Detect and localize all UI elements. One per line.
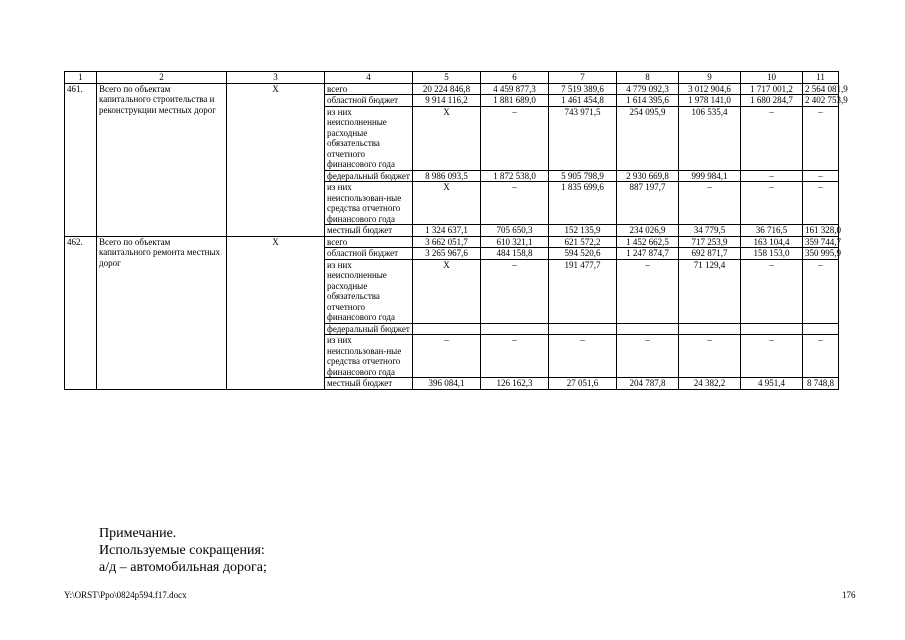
value-cell [803, 323, 839, 335]
value-cell: 1 978 141,0 [679, 95, 741, 107]
value-cell: 191 477,7 [549, 259, 617, 323]
value-cell: – [481, 182, 549, 225]
column-header: 1 [65, 72, 97, 84]
value-cell: 350 995,9 [803, 248, 839, 260]
row-number: 462. [65, 236, 97, 389]
value-cell: 9 914 116,2 [413, 95, 481, 107]
value-cell: – [741, 259, 803, 323]
value-cell: 705 650,3 [481, 225, 549, 237]
value-cell: 158 153,0 [741, 248, 803, 260]
value-cell: – [679, 335, 741, 378]
source-label: федеральный бюджет [325, 323, 413, 335]
value-cell: 396 084,1 [413, 378, 481, 390]
column-header: 2 [97, 72, 227, 84]
value-cell: 163 104,4 [741, 236, 803, 248]
value-cell: 717 253,9 [679, 236, 741, 248]
value-cell: 106 535,4 [679, 106, 741, 170]
value-cell: 126 162,3 [481, 378, 549, 390]
value-cell: 1 872 538,0 [481, 170, 549, 182]
value-cell: 7 519 389,6 [549, 83, 617, 95]
value-cell: 161 328,0 [803, 225, 839, 237]
value-cell: – [741, 182, 803, 225]
value-cell: 1 452 662,5 [617, 236, 679, 248]
budget-table [64, 71, 848, 390]
value-cell: 887 197,7 [617, 182, 679, 225]
source-label: из них неиспользован-ные средства отчетного финансового года [325, 182, 413, 225]
column-header: 8 [617, 72, 679, 84]
file-path: Y:\ORST\Ppo\0824p594.f17.docx [64, 590, 187, 600]
value-cell: 594 520,6 [549, 248, 617, 260]
column-header: 9 [679, 72, 741, 84]
row-number: 461. [65, 83, 97, 236]
value-cell: – [803, 170, 839, 182]
table-row [65, 83, 839, 95]
column-header: 7 [549, 72, 617, 84]
table-header-row [65, 72, 839, 84]
value-cell: 5 905 798,9 [549, 170, 617, 182]
value-cell: 4 779 092,3 [617, 83, 679, 95]
value-cell: 3 012 904,6 [679, 83, 741, 95]
value-cell: 484 158,8 [481, 248, 549, 260]
value-cell: 610 321,1 [481, 236, 549, 248]
source-label: областной бюджет [325, 95, 413, 107]
value-cell: – [617, 335, 679, 378]
value-cell: 2 564 081,9 [803, 83, 839, 95]
value-cell: 8 748,8 [803, 378, 839, 390]
value-cell: – [741, 106, 803, 170]
value-cell: 743 971,5 [549, 106, 617, 170]
source-label: из них неисполненные расходные обязательства отчетного финансового года [325, 106, 413, 170]
source-label: из них неиспользован-ные средства отчетного финансового года [325, 335, 413, 378]
value-cell [413, 323, 481, 335]
column-header: 4 [325, 72, 413, 84]
notes-section [99, 525, 267, 576]
value-cell: 1 717 001,2 [741, 83, 803, 95]
value-cell: Х [413, 259, 481, 323]
value-cell: 999 984,1 [679, 170, 741, 182]
source-label: из них неисполненные расходные обязательства отчетного финансового года [325, 259, 413, 323]
value-cell: 24 382,2 [679, 378, 741, 390]
object-name: Всего по объектам капитального ремонта местных дорог [97, 236, 227, 389]
column-3-value: Х [227, 236, 325, 389]
source-label: местный бюджет [325, 378, 413, 390]
value-cell: 621 572,2 [549, 236, 617, 248]
value-cell: 2 402 753,9 [803, 95, 839, 107]
value-cell [549, 323, 617, 335]
value-cell: 2 930 669,8 [617, 170, 679, 182]
value-cell: 692 871,7 [679, 248, 741, 260]
value-cell: 254 095,9 [617, 106, 679, 170]
value-cell: 1 680 284,7 [741, 95, 803, 107]
value-cell: 1 324 637,1 [413, 225, 481, 237]
value-cell [481, 323, 549, 335]
value-cell: – [481, 106, 549, 170]
value-cell: 1 835 699,6 [549, 182, 617, 225]
value-cell: 34 779,5 [679, 225, 741, 237]
value-cell: 234 026,9 [617, 225, 679, 237]
column-header: 6 [481, 72, 549, 84]
value-cell: – [741, 170, 803, 182]
column-header: 5 [413, 72, 481, 84]
table-row [65, 236, 839, 248]
value-cell: 204 787,8 [617, 378, 679, 390]
value-cell: 152 135,9 [549, 225, 617, 237]
value-cell: Х [413, 182, 481, 225]
value-cell: 3 662 051,7 [413, 236, 481, 248]
abbreviation-item: а/д – автомобильная дорога; [99, 560, 267, 575]
value-cell: – [413, 335, 481, 378]
value-cell [741, 323, 803, 335]
value-cell [679, 323, 741, 335]
value-cell: 4 459 877,3 [481, 83, 549, 95]
abbreviations-heading: Используемые сокращения: [99, 543, 265, 558]
column-3-value: Х [227, 83, 325, 236]
value-cell: 4 951,4 [741, 378, 803, 390]
column-header: 3 [227, 72, 325, 84]
value-cell: 36 716,5 [741, 225, 803, 237]
value-cell: 1 247 874,7 [617, 248, 679, 260]
value-cell: 27 051,6 [549, 378, 617, 390]
value-cell: 71 129,4 [679, 259, 741, 323]
value-cell: – [741, 335, 803, 378]
value-cell: Х [413, 106, 481, 170]
value-cell: – [617, 259, 679, 323]
value-cell: 359 744,7 [803, 236, 839, 248]
column-header: 10 [741, 72, 803, 84]
source-label: местный бюджет [325, 225, 413, 237]
value-cell: – [481, 259, 549, 323]
source-label: областной бюджет [325, 248, 413, 260]
value-cell: – [679, 182, 741, 225]
value-cell: – [549, 335, 617, 378]
value-cell: – [481, 335, 549, 378]
value-cell: – [803, 259, 839, 323]
value-cell: 1 614 395,6 [617, 95, 679, 107]
page-number: 176 [842, 590, 856, 600]
value-cell: 1 461 454,8 [549, 95, 617, 107]
value-cell: 20 224 846,8 [413, 83, 481, 95]
value-cell: 3 265 967,6 [413, 248, 481, 260]
source-label: всего [325, 236, 413, 248]
value-cell: 1 881 689,0 [481, 95, 549, 107]
source-label: федеральный бюджет [325, 170, 413, 182]
value-cell: – [803, 182, 839, 225]
value-cell [617, 323, 679, 335]
value-cell: 8 986 093,5 [413, 170, 481, 182]
column-header: 11 [803, 72, 839, 84]
value-cell: – [803, 106, 839, 170]
object-name: Всего по объектам капитального строительства и реконструкции местных дорог [97, 83, 227, 236]
value-cell: – [803, 335, 839, 378]
note-heading: Примечание. [99, 526, 177, 541]
source-label: всего [325, 83, 413, 95]
